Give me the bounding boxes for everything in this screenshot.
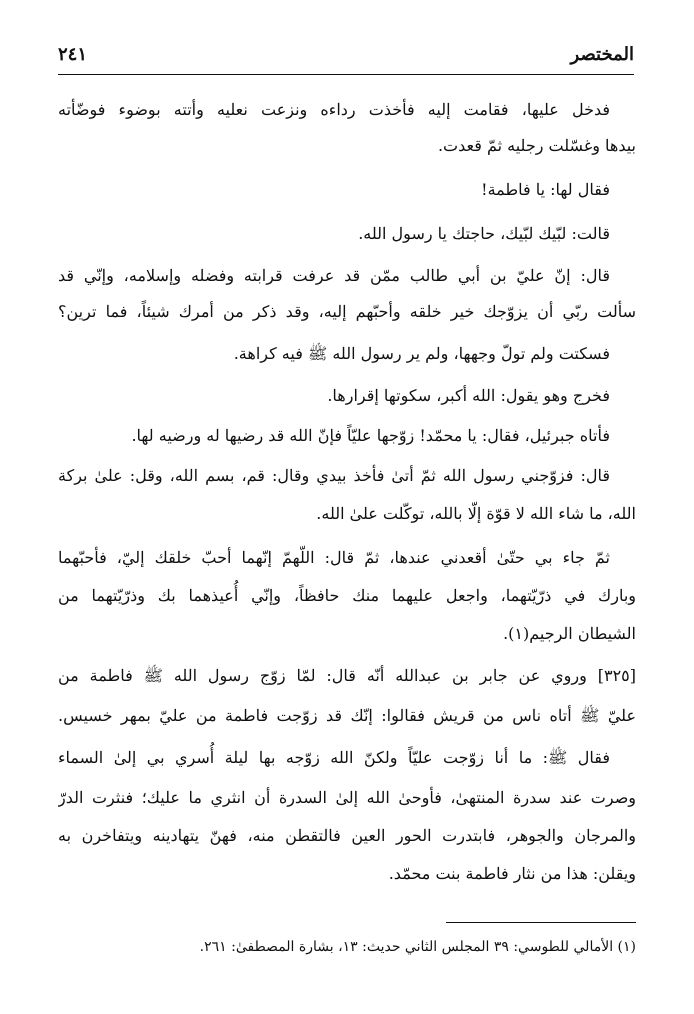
text-line: ويقلن: هذا من نثار فاطمة بنت محمّد.: [388, 864, 636, 883]
text-line: قال: فزوّجني رسول الله ثمّ أتىٰ فأخذ بيدي وقال: قم، بسم الله، وقل: علىٰ بركة: [58, 466, 610, 485]
text-line: فخرج وهو يقول: الله أكبر، سكوتها إقرارها.: [327, 386, 610, 405]
text-line: فأتاه جبرئيل، فقال: يا محمّد! زوّجها عليّاً فإنّ الله قد رضيها له ورضيه لها.: [131, 426, 610, 445]
footnote: (١) الأمالي للطوسي: ٣٩ المجلس الثاني حديث: ١٣، بشارة المصطفىٰ: ٢٦١.: [199, 939, 636, 955]
text-line: [٣٢٥] وروي عن جابر بن عبدالله أنّه قال: لمّا زوّج رسول الله ﷺ فاطمة من: [58, 666, 636, 685]
text-line: وبارك في ذرّيّتهما، واجعل عليهما منك حافظاً، وإنّي أُعيذهما بك وذرّيّتهما من: [58, 586, 636, 605]
text-line: فدخل عليها، فقامت إليه فأخذت رداءه ونزعت نعليه وأتته بوضوء فوضّأته: [58, 100, 610, 119]
text-line: فقال لها: يا فاطمة!: [481, 180, 610, 199]
text-line: والمرجان والجوهر، فابتدرت الحور العين فالتقطن منه، فهنّ يتهادينه ويتفاخرن به: [58, 826, 636, 845]
text-line: الله، ما شاء الله لا قوّة إلّا بالله، توكّلت علىٰ الله.: [316, 504, 636, 523]
page-header: [58, 38, 634, 75]
text-line: فسكتت ولم تولّ وجهها، ولم ير رسول الله ﷺ فيه كراهة.: [233, 344, 610, 363]
text-line: ثمّ جاء بي حتّىٰ أقعدني عندها، ثمّ قال: اللّهمّ إنّهما أحبّ خلقك إليّ، فأحبّهما: [58, 548, 611, 567]
text-line: قال: إنّ عليّ بن أبي طالب ممّن قد عرفت قرابته وفضله وإسلامه، وإنّي قد: [58, 266, 610, 285]
footnote-divider: [446, 922, 636, 923]
text-line: قالت: لبّيك لبّيك، حاجتك يا رسول الله.: [358, 224, 610, 243]
text-line: سألت ربّي أن يزوّجك خير خلقه وأحبّهم إليه، وقد ذكر من أمرك شيئاً، فما ترين؟: [58, 302, 636, 321]
page-number: ٢٤١: [58, 44, 88, 65]
running-title: المختصر: [570, 44, 634, 65]
text-line: وصرت عند سدرة المنتهىٰ، فأوحىٰ الله إلىٰ السدرة أن انثري ما عليك؛ فنثرت الدرّ: [58, 788, 636, 807]
text-line: عليّ ﷺ أتاه ناس من قريش فقالوا: إنّك قد زوّجت فاطمة من عليّ بمهر خسيس.: [58, 706, 636, 725]
text-line: الشيطان الرجيم(١).: [503, 624, 636, 643]
text-line: فقال ﷺ: ما أنا زوّجت عليّاً ولكنّ الله زوّجه بها ليلة أُسري بي إلىٰ السماء: [58, 748, 610, 767]
text-line: بيدها وغسّلت رجليه ثمّ قعدت.: [437, 136, 636, 155]
